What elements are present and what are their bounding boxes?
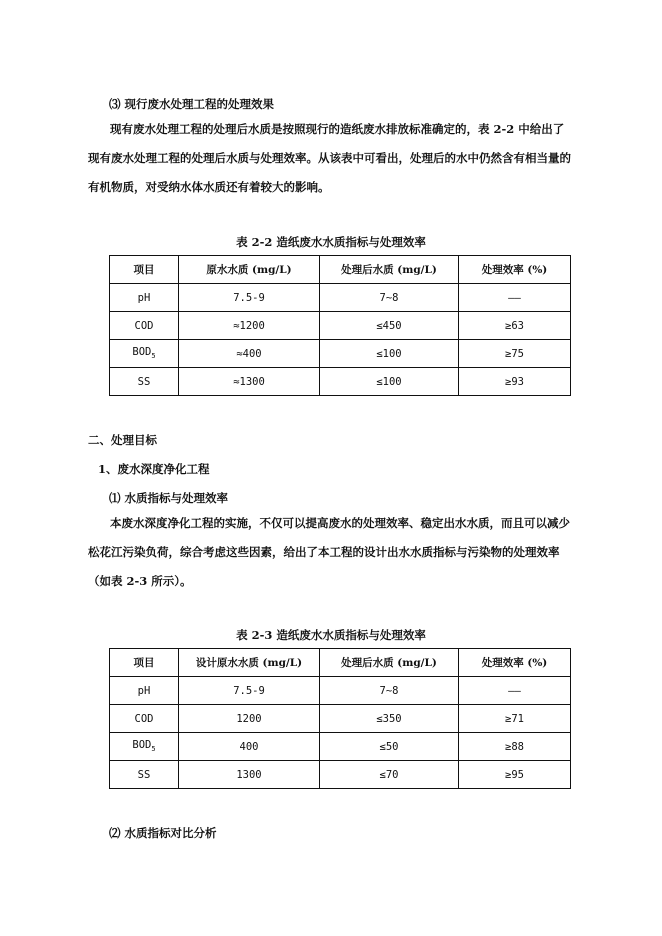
- cell: ≥95: [459, 761, 571, 789]
- cell: ≈1200: [179, 312, 320, 340]
- cell: 7~8: [320, 677, 459, 705]
- cell: ≥75: [459, 340, 571, 368]
- table-2-2: [109, 255, 571, 396]
- cell: COD: [110, 312, 179, 340]
- cell: 400: [179, 733, 320, 761]
- cell: 7~8: [320, 284, 459, 312]
- cell: ≥63: [459, 312, 571, 340]
- header-cell: 项目: [110, 649, 179, 677]
- table-2-3-caption: 表 2-3 造纸废水水质指标与处理效率: [236, 628, 426, 642]
- cell: ≈400: [179, 340, 320, 368]
- header-cell: 处理后水质 (mg/L): [320, 256, 459, 284]
- cell: ≤100: [320, 340, 459, 368]
- cell: pH: [110, 284, 179, 312]
- cell: pH: [110, 677, 179, 705]
- cell: ≤100: [320, 368, 459, 396]
- table-row: [110, 340, 571, 368]
- table-row: [110, 761, 571, 789]
- item-heading-quality-comparison: ⑵ 水质指标对比分析: [109, 826, 217, 840]
- section1-paragraph: 现有废水处理工程的处理后水质是按照现行的造纸废水排放标准确定的，表 2-2 中给出了现有废水处理工程的处理后水质与处理效率。从该表中可看出，处理后的水中仍然含有相当量的有机物质，对受纳水体水质还有着较大的影响。: [88, 122, 571, 194]
- cell: ≤350: [320, 705, 459, 733]
- table-header-row: [110, 649, 571, 677]
- table-row: [110, 705, 571, 733]
- table-row: [110, 733, 571, 761]
- cell: SS: [110, 761, 179, 789]
- header-cell: 处理效率 (%): [459, 649, 571, 677]
- item-heading-quality-efficiency: ⑴ 水质指标与处理效率: [109, 491, 229, 505]
- cell: ≤450: [320, 312, 459, 340]
- section-heading-treatment-goal: 二、处理目标: [88, 433, 157, 447]
- cell: 7.5-9: [179, 677, 320, 705]
- cell: ≥71: [459, 705, 571, 733]
- cell: ——: [459, 284, 571, 312]
- cell: ——: [459, 677, 571, 705]
- table-2-2-caption: 表 2-2 造纸废水水质指标与处理效率: [236, 235, 426, 249]
- cell: ≤50: [320, 733, 459, 761]
- section-heading-current-effect: ⑶ 现行废水处理工程的处理效果: [109, 97, 275, 111]
- table-row: [110, 284, 571, 312]
- table-2-3: [109, 648, 571, 789]
- cell: 7.5-9: [179, 284, 320, 312]
- cell: $BOD_5$: [110, 340, 179, 368]
- table-header-row: [110, 256, 571, 284]
- cell: ≤70: [320, 761, 459, 789]
- header-cell: 处理效率 (%): [459, 256, 571, 284]
- header-cell: 项目: [110, 256, 179, 284]
- table-row: [110, 312, 571, 340]
- cell: COD: [110, 705, 179, 733]
- cell: SS: [110, 368, 179, 396]
- header-cell: 设计原水水质 (mg/L): [179, 649, 320, 677]
- table-row: [110, 368, 571, 396]
- cell: ≥88: [459, 733, 571, 761]
- subheading-deep-purification: 1、废水深度净化工程: [98, 462, 210, 476]
- cell: 1200: [179, 705, 320, 733]
- table-row: [110, 677, 571, 705]
- header-cell: 原水水质 (mg/L): [179, 256, 320, 284]
- cell: ≥93: [459, 368, 571, 396]
- header-cell: 处理后水质 (mg/L): [320, 649, 459, 677]
- cell: ≈1300: [179, 368, 320, 396]
- cell: $BOD_5$: [110, 733, 179, 761]
- cell: 1300: [179, 761, 320, 789]
- section2-paragraph: 本废水深度净化工程的实施，不仅可以提高废水的处理效率、稳定出水水质，而且可以减少松花江污染负荷，综合考虑这些因素，给出了本工程的设计出水水质指标与污染物的处理效率（如表 2-3 所示）。: [88, 516, 570, 588]
